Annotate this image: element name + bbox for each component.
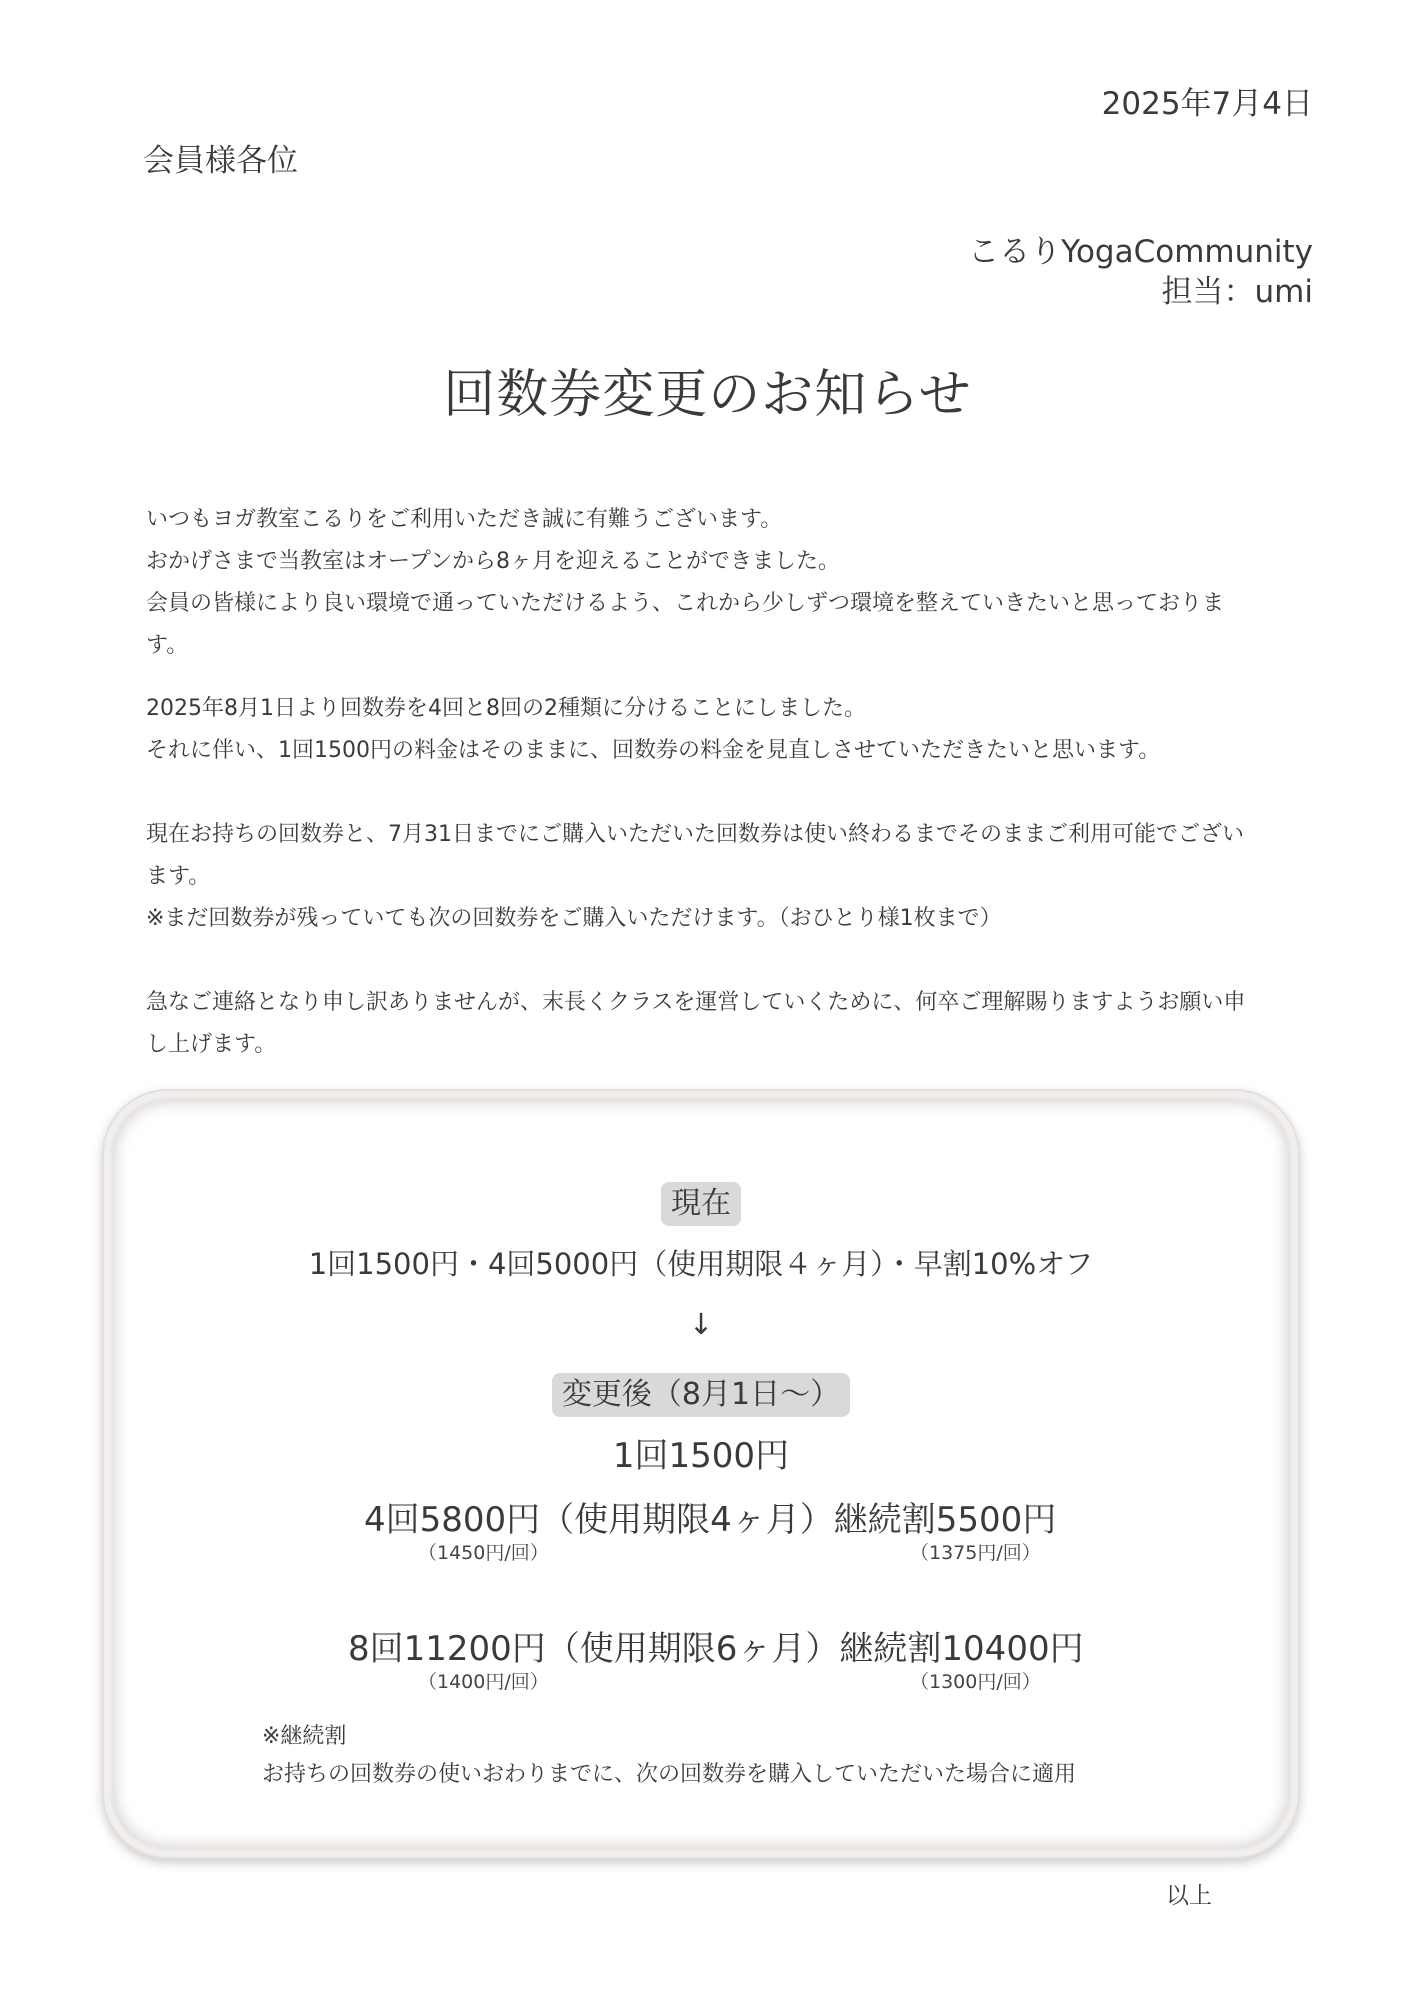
single-price: 1回1500円 bbox=[612, 1436, 790, 1476]
plan-8-unit-regular: （1400円/回） bbox=[418, 1671, 549, 1693]
current-label: 現在 bbox=[661, 1182, 741, 1226]
change-paragraph bbox=[146, 688, 1256, 772]
note-text: お持ちの回数券の使いおわりまでに、次の回数券を購入していただいた場合に適用 bbox=[262, 1762, 1077, 1787]
sender-org: こるりYogaCommunity bbox=[968, 234, 1313, 270]
intro-paragraph bbox=[146, 499, 1256, 667]
apology-line: 急なご連絡となり申し訳ありませんが、末長くクラスを運営していくために、何卒ご理解賜りますようお願い申し上げます。 bbox=[146, 990, 1246, 1057]
validity-line: 現在お持ちの回数券と、7月31日までにご購入いただいた回数券は使い終わるまでそのままご利用可能でございます。 bbox=[146, 822, 1244, 889]
down-arrow-icon: ↓ bbox=[688, 1307, 714, 1341]
intro-line: おかげさまで当教室はオープンから8ヶ月を迎えることができました。 bbox=[146, 549, 841, 574]
plan-4-unit-continuation: （1375円/回） bbox=[910, 1542, 1041, 1564]
change-line: 2025年8月1日より回数券を4回と8回の2種類に分けることにしました。 bbox=[146, 696, 866, 721]
plan-8-unit-continuation: （1300円/回） bbox=[910, 1671, 1041, 1693]
continuation-note bbox=[262, 1718, 1076, 1794]
addressee: 会員様各位 bbox=[143, 143, 298, 179]
intro-line: 会員の皆様により良い環境で通っていただけるよう、これから少しずつ環境を整えていきたいと思っております。 bbox=[146, 591, 1225, 658]
current-label-row bbox=[110, 1182, 1292, 1226]
closing-mark: 以上 bbox=[1166, 1883, 1212, 1909]
after-label: 変更後（8月1日〜） bbox=[552, 1373, 850, 1417]
plan-4-tickets: 4回5800円（使用期限4ヶ月）継続割5500円 bbox=[364, 1500, 1057, 1540]
change-line: それに伴い、1回1500円の料金はそのままに、回数券の料金を見直しさせていただきたいと思います。 bbox=[146, 738, 1161, 763]
validity-paragraph bbox=[146, 814, 1256, 940]
intro-line: いつもヨガ教室こるりをご利用いただき誠に有難うございます。 bbox=[146, 507, 783, 532]
plan-8-tickets: 8回11200円（使用期限6ヶ月）継続割10400円 bbox=[348, 1629, 1084, 1669]
apology-paragraph bbox=[146, 982, 1256, 1066]
page-title: 回数券変更のお知らせ bbox=[443, 365, 972, 425]
sender-person: 担当：umi bbox=[1161, 274, 1313, 310]
note-title: ※継続割 bbox=[262, 1724, 347, 1749]
plan-4-unit-regular: （1450円/回） bbox=[418, 1542, 549, 1564]
date: 2025年7月4日 bbox=[1101, 86, 1313, 122]
sender-block bbox=[968, 232, 1313, 312]
validity-line: ※まだ回数券が残っていても次の回数券をご購入いただけます。（おひとり様1枚まで） bbox=[146, 906, 1002, 931]
current-pricing: 1回1500円・4回5000円（使用期限４ヶ月）・早割10%オフ bbox=[308, 1247, 1094, 1281]
after-label-row bbox=[110, 1373, 1292, 1417]
